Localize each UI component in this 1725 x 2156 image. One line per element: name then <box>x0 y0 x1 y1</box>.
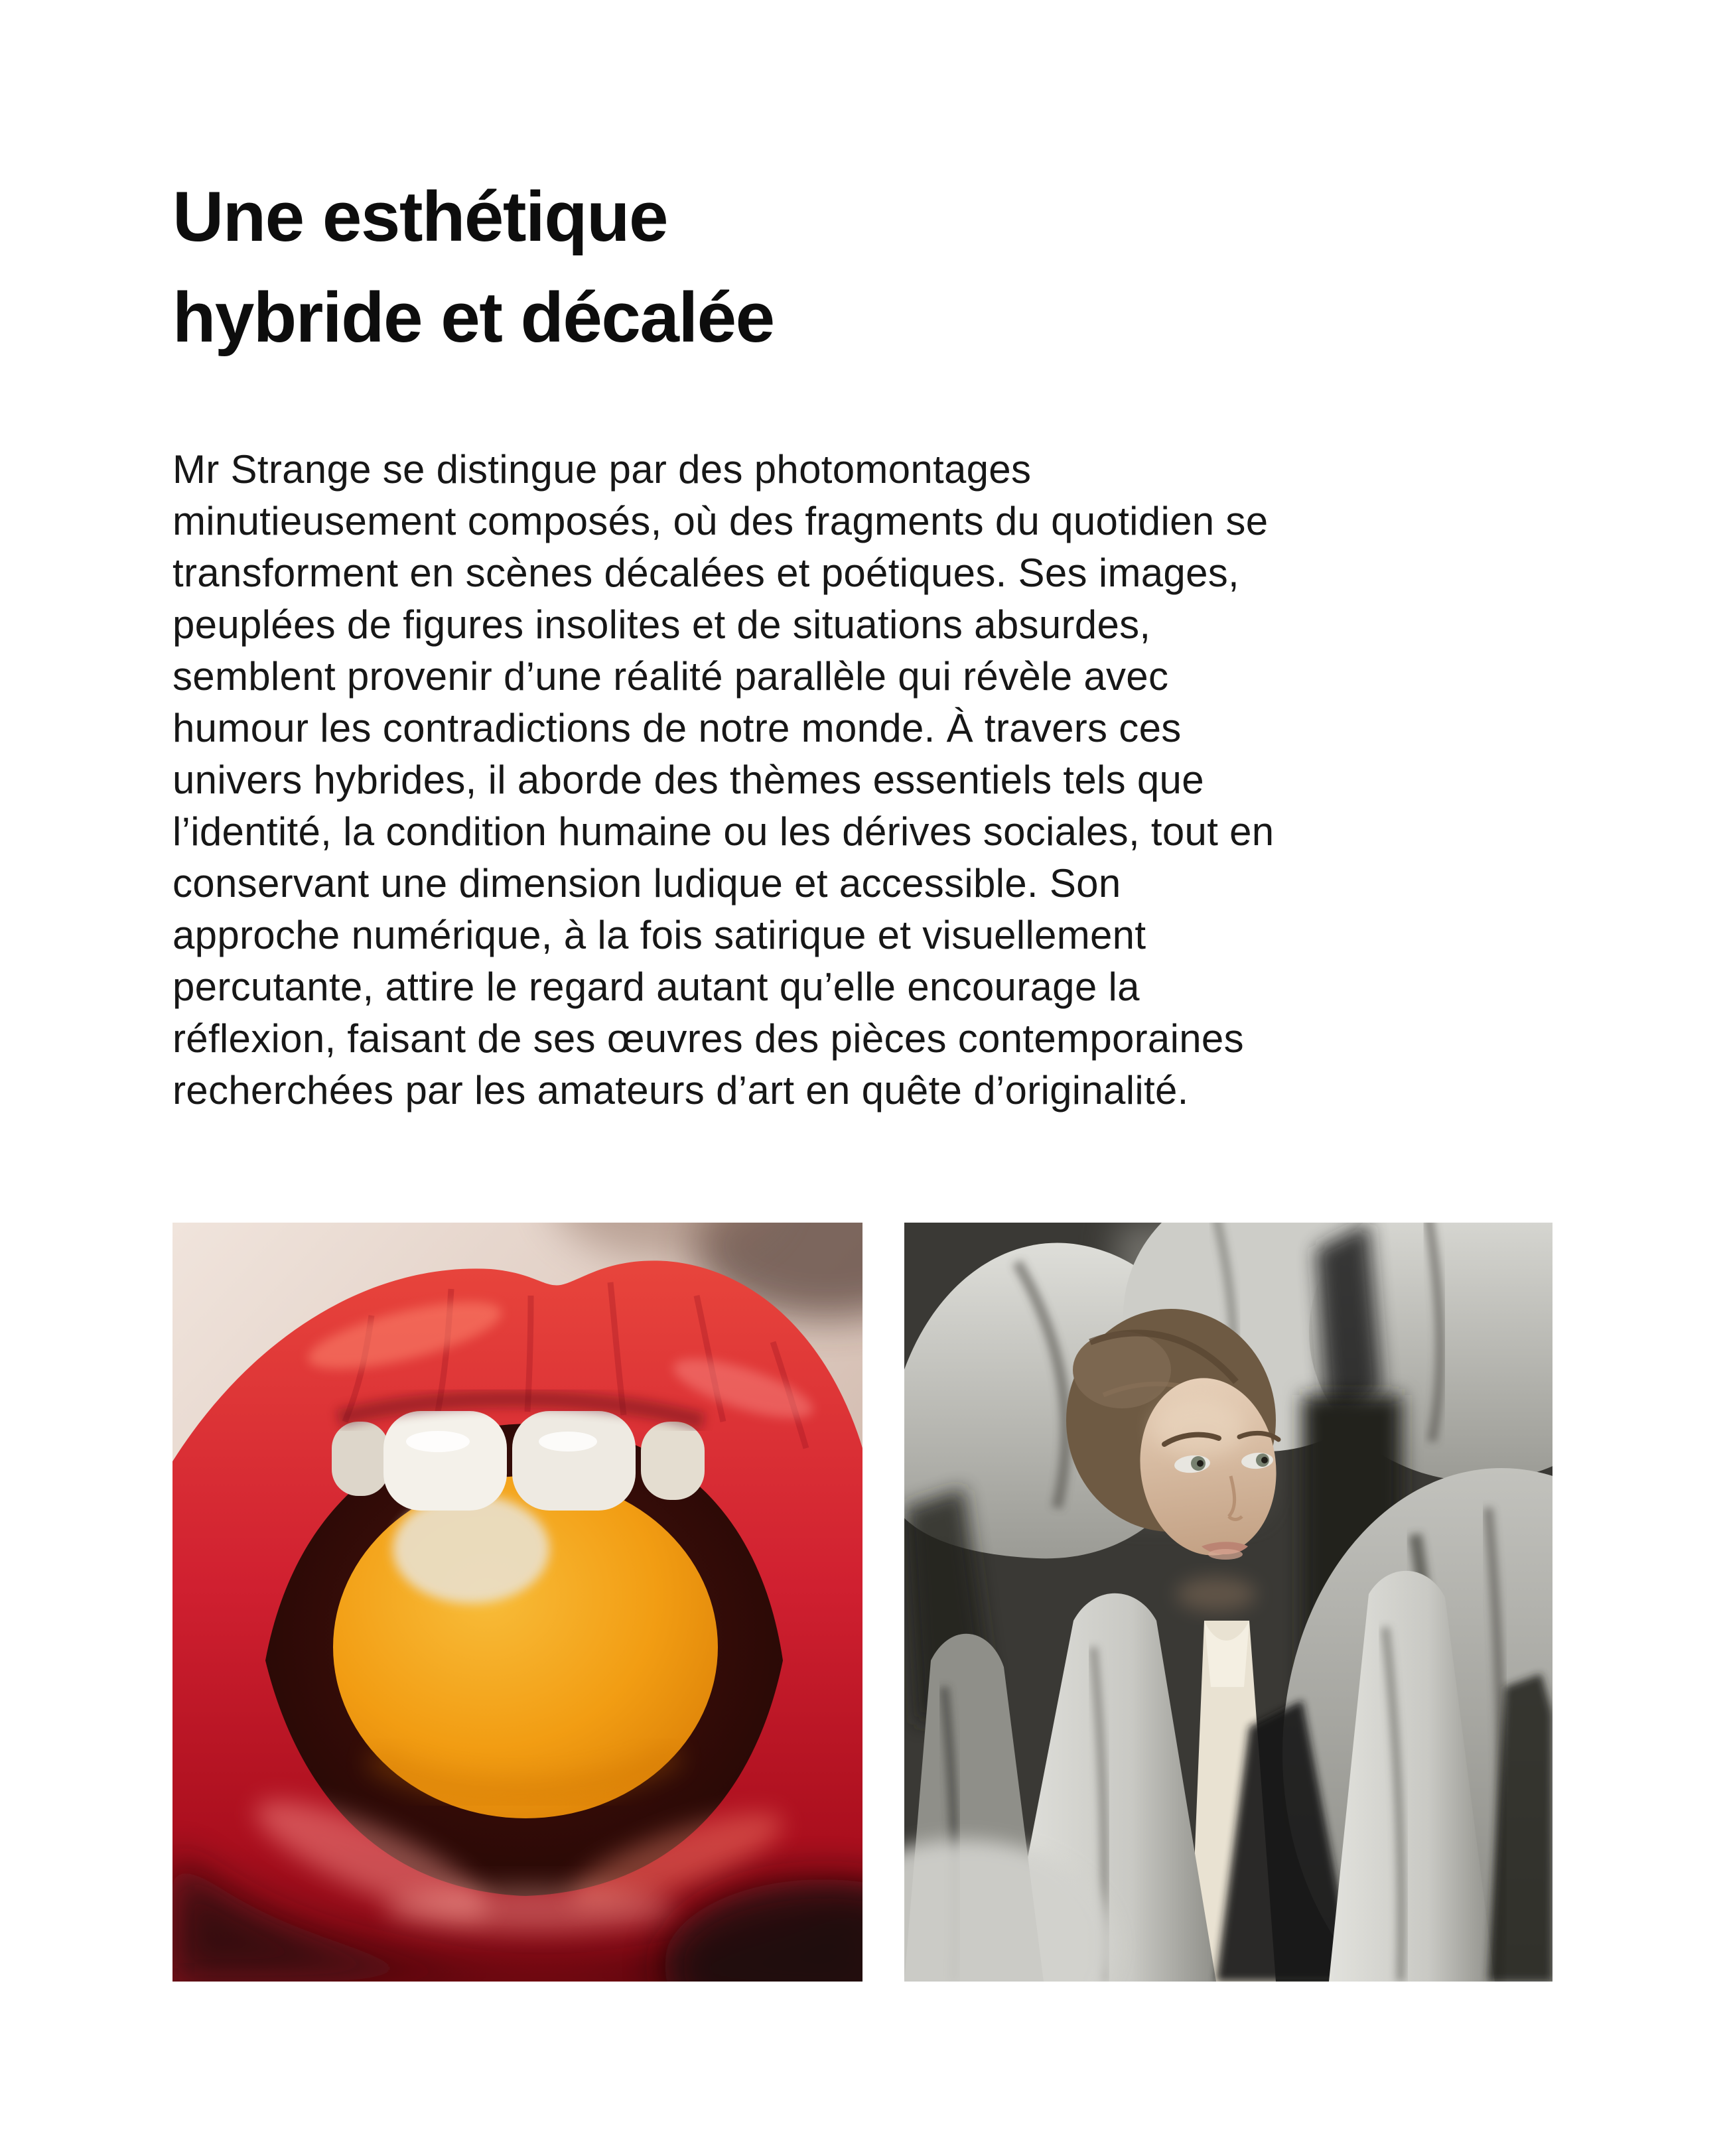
article-paragraph <box>172 444 1552 1116</box>
paragraph-line: transforment en scènes décalées et poétiques. Ses images, <box>172 551 1240 595</box>
paragraph-line: conservant une dimension ludique et accessible. Son <box>172 861 1121 906</box>
paragraph-line: minutieusement composés, où des fragments du quotidien se <box>172 499 1269 543</box>
paragraph-line: semblent provenir d’une réalité parallèle qui révèle avec <box>172 654 1169 699</box>
paragraph-line: recherchées par les amateurs d’art en quête d’originalité. <box>172 1068 1189 1112</box>
paragraph-line: humour les contradictions de notre monde. À travers ces <box>172 706 1182 750</box>
page-title-line-1: Une esthétique <box>172 176 667 256</box>
red-lips-egg-yolk-illustration <box>172 1223 862 1982</box>
paragraph-line: percutante, attire le regard autant qu’elle encourage la <box>172 965 1140 1009</box>
red-lips-egg-yolk-photo <box>172 1223 862 1982</box>
paragraph-line: réflexion, faisant de ses œuvres des pièces contemporaines <box>172 1016 1244 1061</box>
paragraph-line: peuplées de figures insolites et de situations absurdes, <box>172 602 1151 647</box>
girl-among-veiled-figures-illustration <box>904 1223 1552 1982</box>
image-gallery <box>172 1223 1552 1982</box>
paragraph-line: Mr Strange se distingue par des photomontages <box>172 447 1032 492</box>
page-title <box>172 166 1552 368</box>
paragraph-line: univers hybrides, il aborde des thèmes essentiels tels que <box>172 758 1204 802</box>
paragraph-line: approche numérique, à la fois satirique et visuellement <box>172 913 1146 957</box>
girl-among-veiled-figures-photo <box>904 1223 1552 1982</box>
paragraph-line: l’identité, la condition humaine ou les dérives sociales, tout en <box>172 809 1275 854</box>
page-title-line-2: hybride et décalée <box>172 277 774 357</box>
